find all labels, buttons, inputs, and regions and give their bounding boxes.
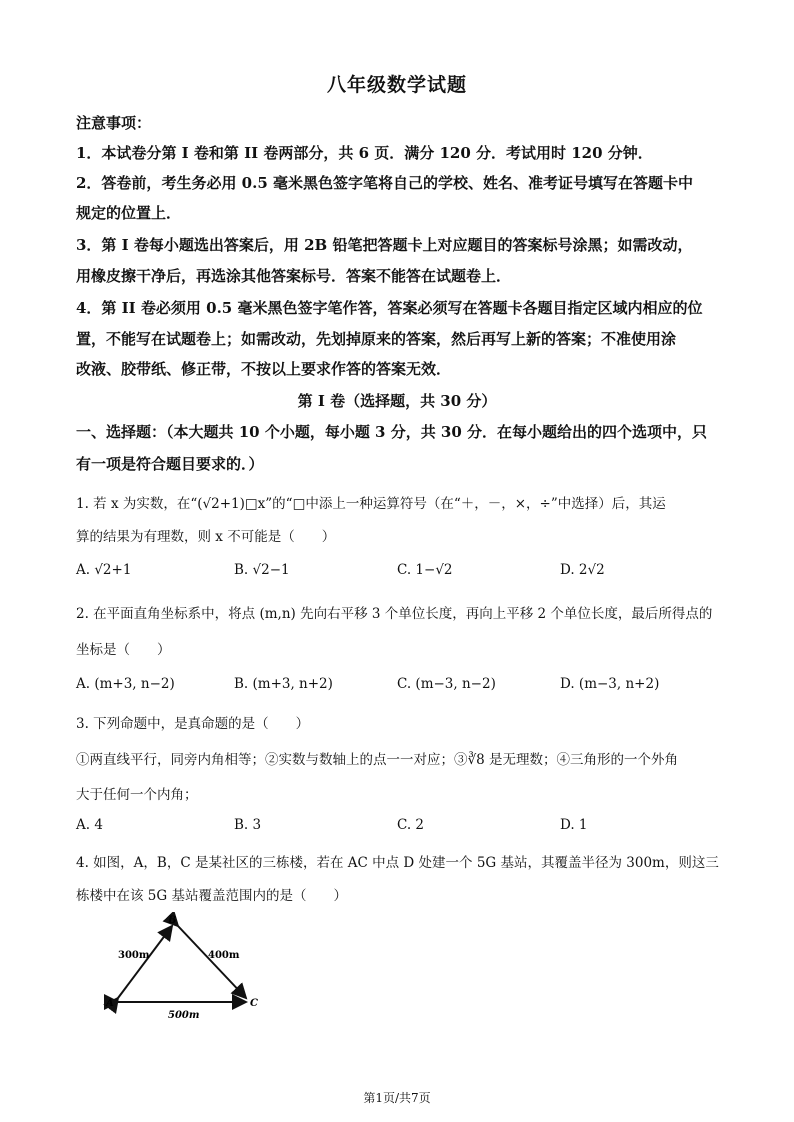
question-3-option-c: C. 2 [397, 817, 425, 833]
part-instructions: 有一项是符合题目要求的．） [76, 455, 264, 473]
question-2-option-b: B. (m+3, n+2) [234, 676, 333, 692]
question-3-stem: 大于任何一个内角； [76, 787, 198, 803]
question-2-option-d: D. (m−3, n+2) [560, 676, 660, 692]
triangle-figure [98, 912, 268, 1022]
question-1-option-d: D. 2√2 [560, 562, 605, 578]
section-title: 第 I 卷（选择题，共 30 分） [297, 392, 497, 410]
part-instructions: 一、选择题：（本大题共 10 个小题，每小题 3 分，共 30 分．在每小题给出的四个选项中，只 [76, 423, 708, 441]
notice-line: 2．答卷前，考生务必用 0.5 毫米黑色签字笔将自己的学校、姓名、准考证号填写在答题卡中 [76, 174, 693, 192]
question-2-option-c: C. (m−3, n−2) [397, 676, 496, 692]
question-4-stem: 4. 如图，A，B，C 是某社区的三栋楼，若在 AC 中点 D 处建一个 5G 基站，其覆盖半径为 300m，则这三 [76, 855, 719, 871]
notice-line: 用橡皮擦干净后，再选涂其他答案标号．答案不能答在试题卷上． [76, 267, 512, 285]
point-a-label: A [106, 998, 114, 1009]
notice-line: 1．本试卷分第 I 卷和第 II 卷两部分，共 6 页．满分 120 分．考试用时 120 分钟． [76, 144, 653, 162]
page-footer: 第1页/共7页 [363, 1091, 431, 1105]
question-3-stem: 3. 下列命题中，是真命题的是（ ） [76, 716, 310, 732]
side-bc [178, 926, 246, 998]
question-3-option-a: A. 4 [76, 817, 103, 833]
question-3-stem: ①两直线平行，同旁内角相等；②实数与数轴上的点一一对应；③∛8 是无理数；④三角形的一个外角 [76, 752, 678, 768]
notice-line: 置，不能写在试题卷上；如需改动，先划掉原来的答案，然后再写上新的答案；不准使用涂 [76, 330, 677, 348]
question-3-option-d: D. 1 [560, 817, 588, 833]
side-ab [118, 926, 172, 998]
question-1-option-a: A. √2+1 [76, 562, 132, 578]
side-bc-length: 400m [208, 950, 240, 961]
question-1-stem: 算的结果为有理数，则 x 不可能是（ ） [76, 529, 336, 545]
side-ac-length: 500m [168, 1010, 200, 1021]
triangle-diagram [98, 912, 268, 1022]
question-2-stem: 坐标是（ ） [76, 642, 171, 658]
point-c-label: C [250, 998, 258, 1009]
notice-line: 3．第 I 卷每小题选出答案后，用 2B 铅笔把答题卡上对应题目的答案标号涂黑；如需改动， [76, 236, 693, 254]
notice-line: 规定的位置上． [76, 204, 182, 222]
question-2-stem: 2. 在平面直角坐标系中，将点 (m,n) 先向右平移 3 个单位长度，再向上平移 2 个单位长度，最后所得点的 [76, 606, 713, 622]
notice-line: 4．第 II 卷必须用 0.5 毫米黑色签字笔作答，答案必须写在答题卡各题目指定区域内相应的位 [76, 299, 703, 317]
side-ab-length: 300m [118, 950, 150, 961]
notice-heading: 注意事项： [76, 114, 152, 132]
notice-line: 改液、胶带纸、修正带，不按以上要求作答的答案无效． [76, 360, 452, 378]
question-4-stem: 栋楼中在该 5G 基站覆盖范围内的是（ ） [76, 888, 347, 904]
question-2-option-a: A. (m+3, n−2) [76, 676, 175, 692]
question-3-option-b: B. 3 [234, 817, 262, 833]
question-1-option-b: B. √2−1 [234, 562, 290, 578]
point-b-label: B [168, 915, 177, 926]
page-title: 八年级数学试题 [326, 74, 467, 96]
question-1-option-c: C. 1−√2 [397, 562, 453, 578]
question-1-stem: 1. 若 x 为实数，在“(√2+1)□x”的“□中添上一种运算符号（在“＋，－，×，÷”中选择）后，其运 [76, 496, 666, 512]
